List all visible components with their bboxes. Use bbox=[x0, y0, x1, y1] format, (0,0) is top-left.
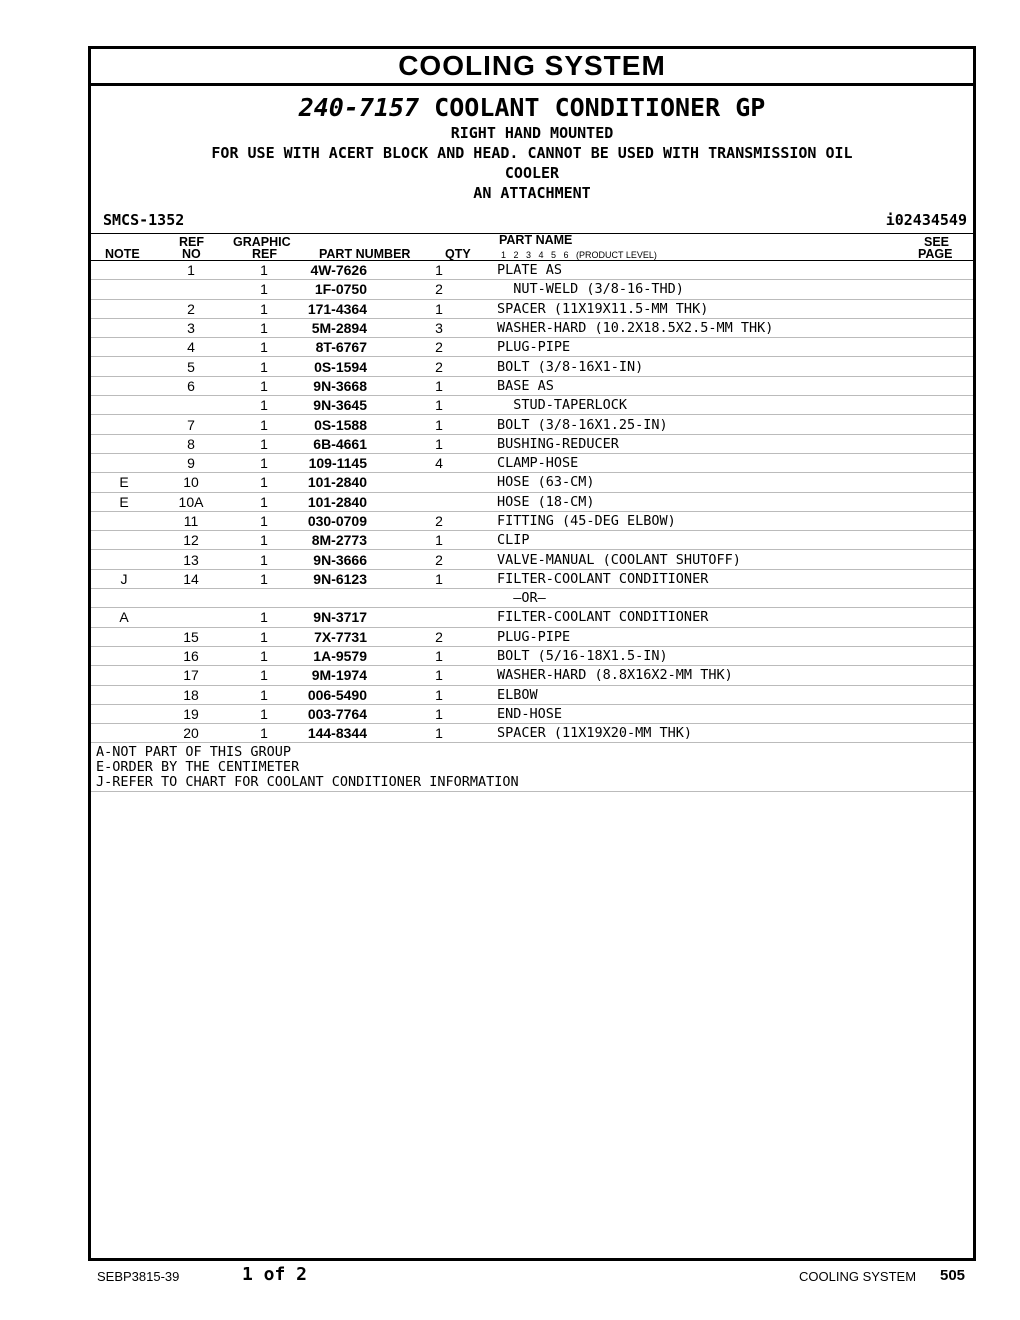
col-see-bottom: PAGE bbox=[918, 247, 953, 261]
col-see-top: SEE bbox=[924, 235, 950, 249]
cell-qty: 2 bbox=[417, 627, 461, 646]
table-row bbox=[91, 531, 973, 550]
cell-note bbox=[91, 396, 157, 415]
cell-note bbox=[91, 261, 157, 280]
cell-qty bbox=[417, 473, 461, 492]
doc-id: SEBP3815-39 bbox=[97, 1269, 180, 1284]
col-ref-top: REF bbox=[179, 235, 204, 249]
cell-part: 003-7764 bbox=[303, 704, 417, 723]
cell-graphic: 1 bbox=[225, 415, 303, 434]
cell-name: BUSHING-REDUCER bbox=[461, 434, 973, 453]
table-row bbox=[91, 550, 973, 569]
cell-note bbox=[91, 376, 157, 395]
table-row bbox=[91, 724, 973, 743]
cell-part: 1F-0750 bbox=[303, 280, 417, 299]
cell-note bbox=[91, 724, 157, 743]
cell-graphic: 1 bbox=[225, 724, 303, 743]
cell-part: 9M-1974 bbox=[303, 666, 417, 685]
table-row bbox=[91, 396, 973, 415]
column-headers bbox=[91, 234, 973, 261]
cell-name: SPACER (11X19X11.5-MM THK) bbox=[461, 299, 973, 318]
cell-graphic: 1 bbox=[225, 280, 303, 299]
cell-graphic: 1 bbox=[225, 531, 303, 550]
cell-graphic: 1 bbox=[225, 627, 303, 646]
cell-part bbox=[303, 589, 417, 608]
smcs-row bbox=[91, 209, 973, 234]
group-number: 240-7157 bbox=[298, 93, 420, 122]
cell-graphic: 1 bbox=[225, 569, 303, 588]
cell-note bbox=[91, 357, 157, 376]
col-product-levels: 1 2 3 4 5 6 (PRODUCT LEVEL) bbox=[501, 250, 657, 260]
cell-name: FILTER-COOLANT CONDITIONER bbox=[461, 569, 973, 588]
group-line: AN ATTACHMENT bbox=[473, 184, 591, 202]
illustration-id: i02434549 bbox=[885, 211, 967, 229]
cell-note bbox=[91, 685, 157, 704]
cell-qty: 1 bbox=[417, 415, 461, 434]
col-graphic-bottom: REF bbox=[252, 247, 277, 261]
cell-note bbox=[91, 704, 157, 723]
cell-part: 5M-2894 bbox=[303, 318, 417, 337]
cell-part: 9N-6123 bbox=[303, 569, 417, 588]
cell-note bbox=[91, 511, 157, 530]
note-line: A-NOT PART OF THIS GROUP bbox=[96, 744, 292, 761]
cell-name: PLUG-PIPE bbox=[461, 627, 973, 646]
cell-ref: 17 bbox=[157, 666, 225, 685]
cell-part: 0S-1594 bbox=[303, 357, 417, 376]
cell-note: E bbox=[91, 473, 157, 492]
cell-qty: 1 bbox=[417, 396, 461, 415]
cell-part: 030-0709 bbox=[303, 511, 417, 530]
cell-note bbox=[91, 666, 157, 685]
cell-ref: 11 bbox=[157, 511, 225, 530]
cell-graphic: 1 bbox=[225, 473, 303, 492]
col-ref-bottom: NO bbox=[182, 247, 201, 261]
cell-name: BASE AS bbox=[461, 376, 973, 395]
table-row bbox=[91, 492, 973, 511]
cell-graphic: 1 bbox=[225, 704, 303, 723]
cell-part: 171-4364 bbox=[303, 299, 417, 318]
cell-part: 144-8344 bbox=[303, 724, 417, 743]
group-title bbox=[91, 93, 973, 123]
cell-ref: 6 bbox=[157, 376, 225, 395]
footer-section: COOLING SYSTEM bbox=[799, 1269, 917, 1284]
page-number: 505 bbox=[940, 1267, 966, 1284]
table-row bbox=[91, 318, 973, 337]
cell-qty bbox=[417, 589, 461, 608]
cell-note bbox=[91, 415, 157, 434]
cell-graphic: 1 bbox=[225, 299, 303, 318]
cell-graphic: 1 bbox=[225, 338, 303, 357]
cell-note bbox=[91, 318, 157, 337]
group-line: COOLER bbox=[504, 164, 560, 182]
cell-ref: 14 bbox=[157, 569, 225, 588]
cell-ref: 10 bbox=[157, 473, 225, 492]
group-line: FOR USE WITH ACERT BLOCK AND HEAD. CANNOT BE USED WITH TRANSMISSION OIL bbox=[211, 144, 853, 162]
cell-name: FILTER-COOLANT CONDITIONER bbox=[461, 608, 973, 627]
cell-part: 9N-3666 bbox=[303, 550, 417, 569]
cell-name: PLUG-PIPE bbox=[461, 338, 973, 357]
cell-note bbox=[91, 627, 157, 646]
cell-part: 0S-1588 bbox=[303, 415, 417, 434]
parts-table-body bbox=[91, 261, 973, 743]
cell-note bbox=[91, 434, 157, 453]
group-name: COOLANT CONDITIONER GP bbox=[434, 93, 766, 122]
cell-qty bbox=[417, 492, 461, 511]
table-row bbox=[91, 646, 973, 665]
table-row bbox=[91, 685, 973, 704]
cell-note bbox=[91, 280, 157, 299]
cell-qty: 1 bbox=[417, 261, 461, 280]
cell-ref: 16 bbox=[157, 646, 225, 665]
cell-ref: 2 bbox=[157, 299, 225, 318]
table-row bbox=[91, 704, 973, 723]
cell-name: ELBOW bbox=[461, 685, 973, 704]
cell-graphic: 1 bbox=[225, 492, 303, 511]
cell-ref: 8 bbox=[157, 434, 225, 453]
cell-ref: 19 bbox=[157, 704, 225, 723]
cell-ref bbox=[157, 608, 225, 627]
cell-name: PLATE AS bbox=[461, 261, 973, 280]
cell-ref: 10A bbox=[157, 492, 225, 511]
cell-name: HOSE (18-CM) bbox=[461, 492, 973, 511]
page-frame bbox=[88, 46, 976, 1261]
cell-graphic: 1 bbox=[225, 396, 303, 415]
cell-qty: 1 bbox=[417, 724, 461, 743]
cell-name: BOLT (3/8-16X1.25-IN) bbox=[461, 415, 973, 434]
cell-graphic: 1 bbox=[225, 318, 303, 337]
cell-qty: 2 bbox=[417, 511, 461, 530]
cell-graphic: 1 bbox=[225, 511, 303, 530]
cell-graphic: 1 bbox=[225, 261, 303, 280]
cell-ref: 7 bbox=[157, 415, 225, 434]
cell-name: NUT-WELD (3/8-16-THD) bbox=[461, 280, 973, 299]
cell-ref: 12 bbox=[157, 531, 225, 550]
cell-ref: 9 bbox=[157, 453, 225, 472]
cell-ref: 18 bbox=[157, 685, 225, 704]
section-title: COOLING SYSTEM bbox=[91, 49, 973, 86]
cell-ref: 3 bbox=[157, 318, 225, 337]
table-row bbox=[91, 473, 973, 492]
page-of: 1 of 2 bbox=[242, 1264, 308, 1285]
cell-part: 101-2840 bbox=[303, 492, 417, 511]
cell-graphic: 1 bbox=[225, 357, 303, 376]
cell-graphic: 1 bbox=[225, 608, 303, 627]
cell-ref: 15 bbox=[157, 627, 225, 646]
cell-graphic bbox=[225, 589, 303, 608]
cell-part: 006-5490 bbox=[303, 685, 417, 704]
cell-graphic: 1 bbox=[225, 376, 303, 395]
cell-note bbox=[91, 299, 157, 318]
table-row bbox=[91, 376, 973, 395]
table-row bbox=[91, 627, 973, 646]
cell-part: 9N-3717 bbox=[303, 608, 417, 627]
table-row bbox=[91, 261, 973, 280]
cell-name: CLIP bbox=[461, 531, 973, 550]
notes-block bbox=[91, 743, 973, 792]
col-part-name: PART NAME bbox=[499, 233, 573, 247]
cell-part: 1A-9579 bbox=[303, 646, 417, 665]
col-part-number: PART NUMBER bbox=[319, 247, 411, 261]
cell-qty: 3 bbox=[417, 318, 461, 337]
table-row bbox=[91, 569, 973, 588]
cell-note bbox=[91, 646, 157, 665]
cell-name: SPACER (11X19X20-MM THK) bbox=[461, 724, 973, 743]
cell-ref: 1 bbox=[157, 261, 225, 280]
cell-part: 8T-6767 bbox=[303, 338, 417, 357]
cell-qty: 1 bbox=[417, 666, 461, 685]
cell-qty: 1 bbox=[417, 569, 461, 588]
note-line: E-ORDER BY THE CENTIMETER bbox=[96, 759, 300, 776]
cell-ref: 20 bbox=[157, 724, 225, 743]
cell-part: 8M-2773 bbox=[303, 531, 417, 550]
cell-qty: 2 bbox=[417, 550, 461, 569]
cell-name: BOLT (3/8-16X1-IN) bbox=[461, 357, 973, 376]
cell-graphic: 1 bbox=[225, 666, 303, 685]
cell-qty: 1 bbox=[417, 704, 461, 723]
page-footer bbox=[0, 1266, 1020, 1288]
cell-graphic: 1 bbox=[225, 685, 303, 704]
smcs-code: SMCS-1352 bbox=[103, 211, 185, 229]
table-row bbox=[91, 299, 973, 318]
cell-ref: 4 bbox=[157, 338, 225, 357]
col-graphic-top: GRAPHIC bbox=[233, 235, 291, 249]
cell-note: A bbox=[91, 608, 157, 627]
cell-qty: 1 bbox=[417, 376, 461, 395]
cell-graphic: 1 bbox=[225, 550, 303, 569]
cell-note bbox=[91, 589, 157, 608]
group-line: RIGHT HAND MOUNTED bbox=[450, 124, 614, 142]
cell-qty: 2 bbox=[417, 338, 461, 357]
cell-name: WASHER-HARD (10.2X18.5X2.5-MM THK) bbox=[461, 318, 973, 337]
cell-qty: 1 bbox=[417, 299, 461, 318]
cell-name: BOLT (5/16-18X1.5-IN) bbox=[461, 646, 973, 665]
table-row bbox=[91, 608, 973, 627]
cell-ref bbox=[157, 589, 225, 608]
cell-part: 109-1145 bbox=[303, 453, 417, 472]
cell-note: E bbox=[91, 492, 157, 511]
cell-graphic: 1 bbox=[225, 434, 303, 453]
table-row bbox=[91, 666, 973, 685]
cell-note bbox=[91, 338, 157, 357]
cell-note bbox=[91, 550, 157, 569]
cell-name: END-HOSE bbox=[461, 704, 973, 723]
cell-ref: 5 bbox=[157, 357, 225, 376]
cell-graphic: 1 bbox=[225, 646, 303, 665]
table-row bbox=[91, 338, 973, 357]
col-qty: QTY bbox=[445, 247, 471, 261]
cell-qty: 4 bbox=[417, 453, 461, 472]
cell-name: CLAMP-HOSE bbox=[461, 453, 973, 472]
cell-qty: 1 bbox=[417, 531, 461, 550]
cell-name: FITTING (45-DEG ELBOW) bbox=[461, 511, 973, 530]
cell-graphic: 1 bbox=[225, 453, 303, 472]
cell-part: 9N-3645 bbox=[303, 396, 417, 415]
table-row bbox=[91, 357, 973, 376]
cell-part: 7X-7731 bbox=[303, 627, 417, 646]
cell-name: HOSE (63-CM) bbox=[461, 473, 973, 492]
col-note: NOTE bbox=[105, 247, 140, 261]
cell-qty: 1 bbox=[417, 434, 461, 453]
cell-name: —OR— bbox=[461, 589, 973, 608]
cell-qty: 2 bbox=[417, 280, 461, 299]
table-row bbox=[91, 511, 973, 530]
cell-note bbox=[91, 453, 157, 472]
cell-qty bbox=[417, 608, 461, 627]
table-row bbox=[91, 415, 973, 434]
cell-qty: 1 bbox=[417, 646, 461, 665]
cell-part: 101-2840 bbox=[303, 473, 417, 492]
note-line: J-REFER TO CHART FOR COOLANT CONDITIONER INFORMATION bbox=[96, 774, 519, 791]
cell-name: VALVE-MANUAL (COOLANT SHUTOFF) bbox=[461, 550, 973, 569]
cell-note: J bbox=[91, 569, 157, 588]
table-row bbox=[91, 589, 973, 608]
table-row bbox=[91, 453, 973, 472]
cell-note bbox=[91, 531, 157, 550]
table-row bbox=[91, 280, 973, 299]
group-header bbox=[91, 93, 973, 203]
parts-table bbox=[91, 261, 973, 743]
cell-name: WASHER-HARD (8.8X16X2-MM THK) bbox=[461, 666, 973, 685]
table-row bbox=[91, 434, 973, 453]
cell-ref: 13 bbox=[157, 550, 225, 569]
cell-name: STUD-TAPERLOCK bbox=[461, 396, 973, 415]
cell-part: 6B-4661 bbox=[303, 434, 417, 453]
cell-part: 9N-3668 bbox=[303, 376, 417, 395]
cell-qty: 2 bbox=[417, 357, 461, 376]
cell-part: 4W-7626 bbox=[303, 261, 417, 280]
cell-ref bbox=[157, 280, 225, 299]
cell-ref bbox=[157, 396, 225, 415]
cell-qty: 1 bbox=[417, 685, 461, 704]
